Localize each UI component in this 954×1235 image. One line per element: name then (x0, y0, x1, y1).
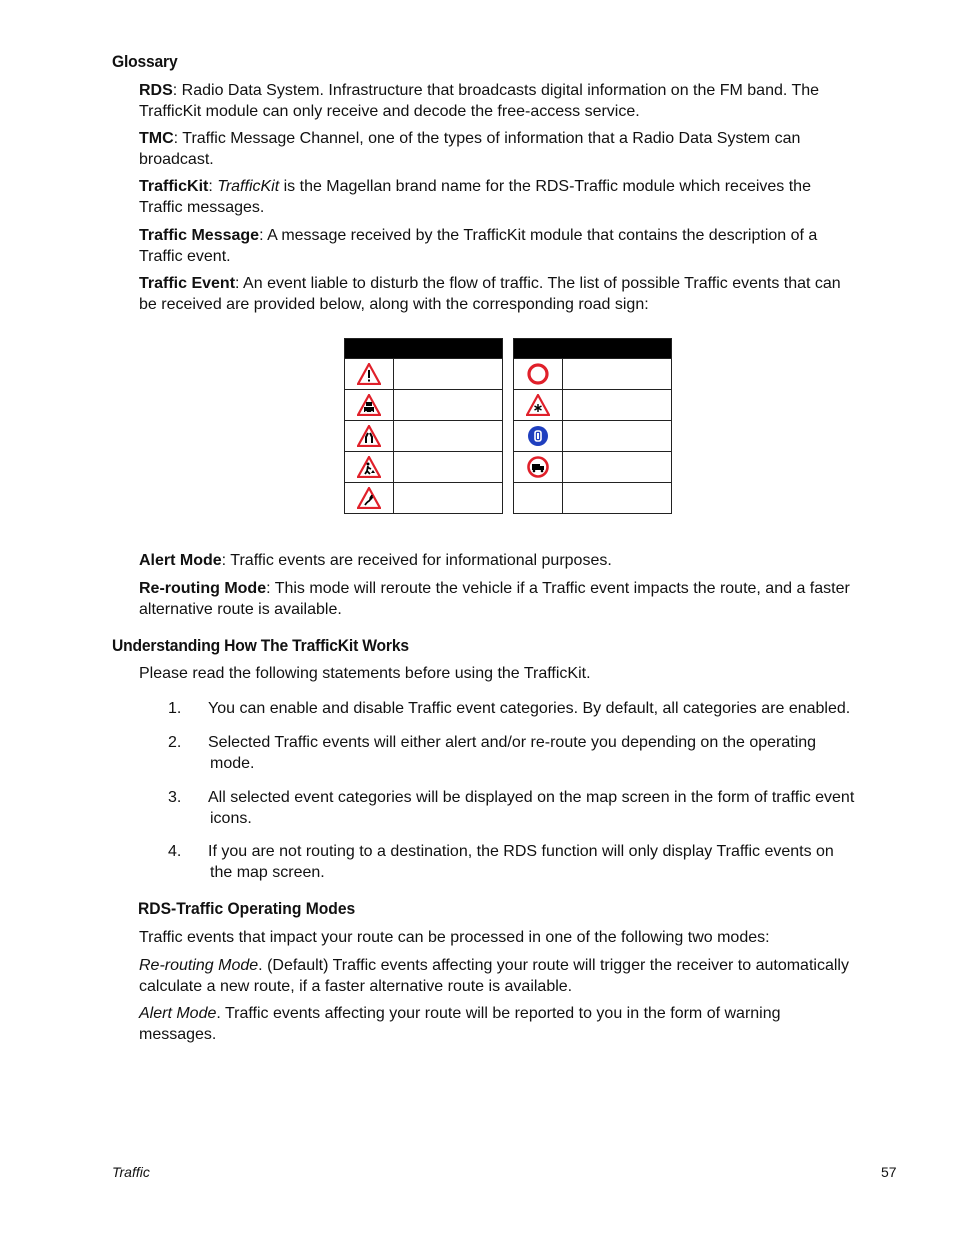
traffic-signs-table-left (344, 338, 503, 514)
table-row (514, 483, 672, 514)
understanding-heading: Understanding How The TrafficKit Works (112, 636, 409, 655)
table-row (514, 452, 672, 483)
table-row (514, 359, 672, 390)
modes-heading: RDS-Traffic Operating Modes (138, 899, 356, 918)
glossary-heading: Glossary (112, 52, 178, 71)
term: Traffic Message (139, 227, 260, 244)
table-header (345, 339, 503, 359)
mode-alert: Alert Mode. Traffic events affecting your route will be reported to you in the form of warning messages. (139, 1005, 781, 1043)
warning-congestion-icon (357, 394, 381, 416)
glossary-entry-traffickit: TrafficKit: TrafficKit is the Magellan brand name for the RDS-Traffic module which receives the Traffic messages. (139, 178, 811, 216)
no-entry-ring-icon (526, 362, 550, 386)
table-row (345, 483, 503, 514)
term: TrafficKit (139, 178, 209, 195)
table-row (514, 421, 672, 452)
no-trucks-icon (526, 455, 550, 479)
term: Re-routing Mode (139, 580, 267, 597)
warning-snow-icon (526, 394, 550, 416)
term: Alert Mode (139, 552, 222, 569)
warning-roadworks-icon (357, 456, 381, 478)
mode-rerouting: Re-routing Mode. (Default) Traffic events affecting your route will trigger the receiver to automatically calculate a new route, if a faster alternative route is available. (139, 957, 849, 995)
warning-slippery-road-icon (357, 487, 381, 509)
term: Traffic Event (139, 275, 236, 292)
term: TMC (139, 130, 174, 147)
warning-road-narrows-icon (357, 425, 381, 447)
term: RDS (139, 82, 173, 99)
modes-intro: Traffic events that impact your route can be processed in one of the following two modes: (139, 929, 770, 946)
table-header (514, 339, 672, 359)
glossary-entry-traffic-message: Traffic Message: A message received by the TrafficKit module that contains the description of a Traffic event. (139, 227, 818, 265)
table-row (345, 390, 503, 421)
glossary-entry-alert-mode: Alert Mode: Traffic events are received for informational purposes. (139, 552, 612, 569)
table-row (514, 390, 672, 421)
glossary-entry-traffic-event: Traffic Event: An event liable to disturb the flow of traffic. The list of possible Traffic events that can be received are provided below, along with the corresponding road sign: (139, 275, 841, 313)
understanding-intro: Please read the following statements before using the TrafficKit. (139, 665, 591, 682)
glossary-entry-rds: RDS: Radio Data System. Infrastructure that broadcasts digital information on the FM band. The TrafficKit module can only receive and decode the free-access service. (139, 82, 820, 120)
page-number: 57 (881, 1164, 897, 1180)
table-row (345, 421, 503, 452)
table-row (345, 452, 503, 483)
table-row (345, 359, 503, 390)
footer-section-name: Traffic (112, 1164, 150, 1180)
traffic-signs-table-right (513, 338, 672, 514)
blue-info-icon (526, 424, 550, 448)
glossary-entry-rerouting-mode: Re-routing Mode: This mode will reroute the vehicle if a Traffic event impacts the route, and a faster alternative route is available. (139, 580, 850, 618)
glossary-entry-tmc: TMC: Traffic Message Channel, one of the types of information that a Radio Data System can broadcast. (139, 130, 801, 168)
warning-exclamation-icon (357, 363, 381, 385)
